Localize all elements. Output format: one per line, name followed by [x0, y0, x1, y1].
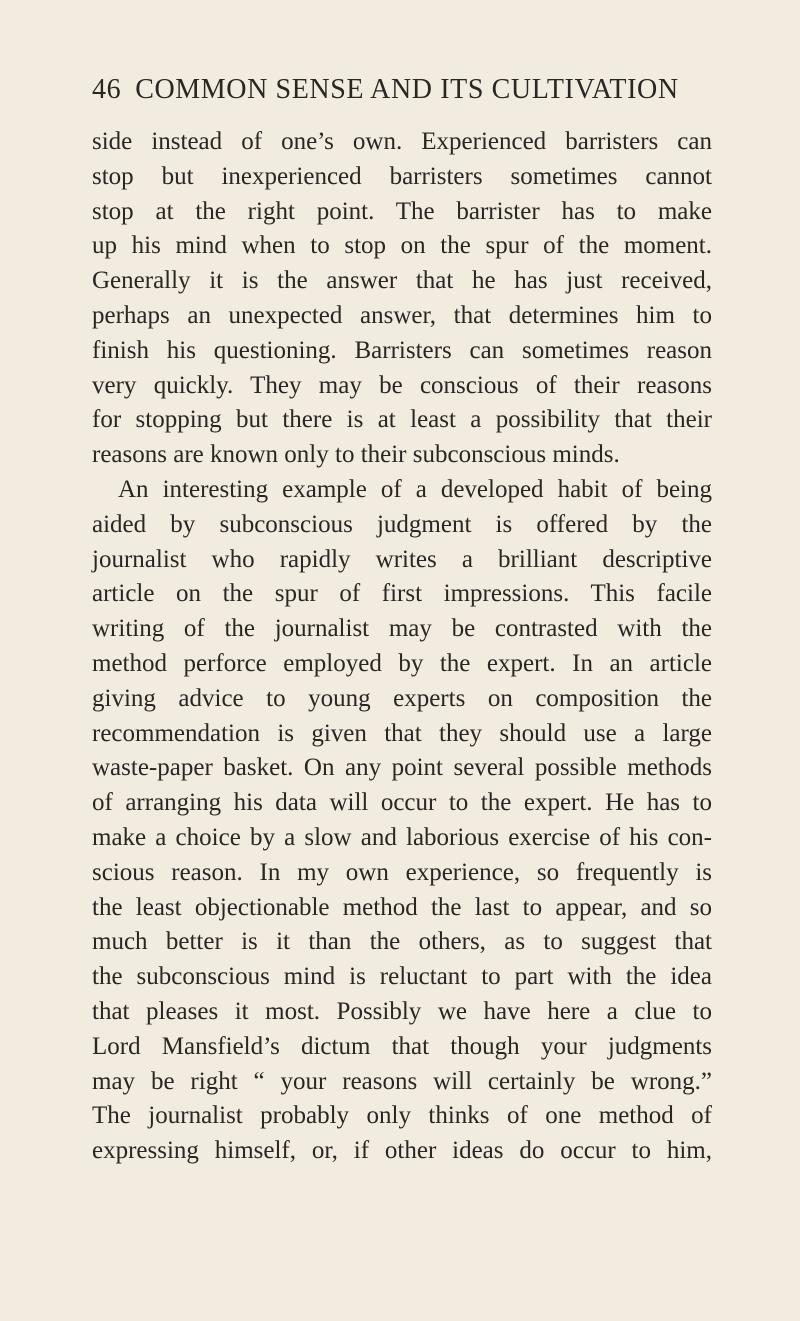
text-line: the subconscious mind is reluctant to part with the idea [92, 963, 712, 991]
text-line: aided by subconscious judgment is offered by the [92, 510, 712, 538]
running-head [92, 72, 712, 108]
text-line: may be right “ your reasons will certainly be wrong.” [92, 1067, 712, 1095]
text-line: article on the spur of first impressions. This facile [92, 580, 712, 608]
text-line: waste-paper basket. On any point several possible methods [92, 754, 712, 782]
text-line: Generally it is the answer that he has just received, [92, 267, 712, 295]
paragraph-first-line: An interesting example of a developed habit of being [118, 475, 712, 503]
text-line: side instead of one’s own. Experienced barristers can [92, 128, 712, 155]
text-line: very quickly. They may be conscious of their reasons [92, 371, 712, 399]
text-line: expressing himself, or, if other ideas do occur to him, [92, 1137, 712, 1165]
page-number: 46 [92, 74, 122, 105]
text-line: Lord Mansfield’s dictum that though your judgments [92, 1032, 712, 1060]
text-line: scious reason. In my own experience, so frequently is [92, 858, 712, 886]
text-line: method perforce employed by the expert. In an article [92, 649, 712, 677]
text-line: writing of the journalist may be contrasted with the [92, 615, 712, 643]
text-line: recommendation is given that they should use a large [92, 719, 712, 747]
text-line: make a choice by a slow and laborious exercise of his con- [92, 823, 712, 851]
text-line: of arranging his data will occur to the expert. He has to [92, 789, 712, 817]
text-line: finish his questioning. Barristers can sometimes reason [92, 336, 712, 364]
text-line: reasons are known only to their subconscious minds. [92, 441, 620, 469]
text-line: that pleases it most. Possibly we have here a clue to [92, 997, 712, 1025]
text-line: stop but inexperienced barristers sometimes cannot [92, 162, 712, 190]
text-line: up his mind when to stop on the spur of the moment. [92, 232, 712, 260]
text-line: for stopping but there is at least a possibility that their [92, 406, 712, 434]
text-line: journalist who rapidly writes a brilliant descriptive [92, 545, 712, 573]
text-line: The journalist probably only thinks of one method of [92, 1102, 712, 1130]
text-line: much better is it than the others, as to suggest that [92, 928, 712, 956]
text-line: the least objectionable method the last to appear, and so [92, 893, 712, 921]
text-line: stop at the right point. The barrister has to make [92, 197, 712, 225]
running-title: COMMON SENSE AND ITS CULTIVATION [135, 74, 679, 105]
text-line: giving advice to young experts on composition the [92, 684, 712, 712]
body-text [92, 125, 712, 1169]
text-line: perhaps an unexpected answer, that determines him to [92, 301, 712, 329]
